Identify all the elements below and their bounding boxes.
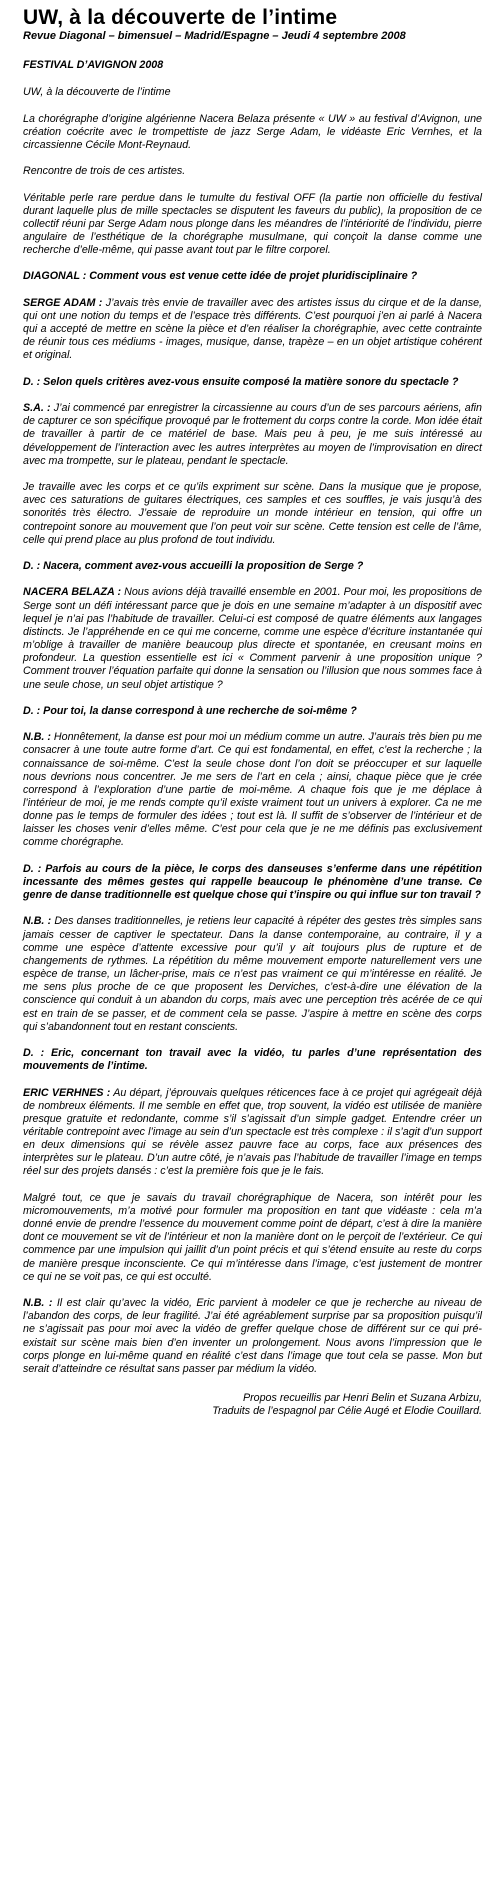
interview-answer <box>23 915 482 1033</box>
credits <box>23 1392 482 1418</box>
speaker-name: N.B. : <box>23 731 51 744</box>
speaker-name: N.B. : <box>23 1297 53 1310</box>
interview-answer <box>23 402 482 468</box>
answer-text: Il est clair qu’avec la vidéo, Eric parvient à modeler ce que je recherche au niveau de l’abandon des corps, de leur fragilité. J’ai été agréablement surprise par sa proposition puisqu’il ne s’agissait pas pour moi avec la vidéo de greffer quelque chose de différent sur ce qui pré-existait sur scène mais bien d’en inventer un prolongement. Nous avons l’impression que le corps plonge en lui-même quand en réalité c’est dans l’image que tout cela se passe. Mon but serait d’atteindre ce résultat sans passer par médium la vidéo. <box>23 1297 482 1375</box>
intro-paragraph: UW, à la découverte de l’intime <box>23 86 171 99</box>
interview-question: D. : Eric, concernant ton travail avec la vidéo, tu parles d’une représentation des mouvements de l’intime. <box>23 1047 482 1073</box>
article-title: UW, à la découverte de l’intime <box>23 6 338 29</box>
interview-answer <box>23 1087 482 1179</box>
interview-answer <box>23 1297 482 1376</box>
interview-question: D. : Parfois au cours de la pièce, le corps des danseuses s’enferme dans une répétition incessante des mêmes gestes qui rappelle beaucoup le phénomène d’une transe. Ce genre de danse traditionnelle est quelque chose qui t’inspire ou qui influe sur ton travail ? <box>23 862 482 902</box>
interview-answer <box>23 297 482 363</box>
interview-question: D. : Pour toi, la danse correspond à une recherche de soi-même ? <box>23 704 357 717</box>
interview-question: DIAGONAL : Comment vous est venue cette idée de projet pluridisciplinaire ? <box>23 270 418 283</box>
answer-text: Honnêtement, la danse est pour moi un médium comme un autre. J’aurais très bien pu me consacrer à une toute autre forme d’art. Ce qui est fondamental, en effet, c’est la recherche ; la connaissance de soi-même. C’est la seule chose dont l’on doit se préoccuper et sur laquelle nous devrions nous concentrer. Je me sers de l’art en cela ; ainsi, chaque pièce que je crée correspond à l’exploration d’une partie de moi-même. A chaque fois que je me déplace à l’intérieur de moi, je me rends compte qu’il existe vraiment tout un univers à explorer. Ca ne me donne pas le temps de formuler des idées ; tout est là. Il suffit de s’observer de l’intérieur et de laisser les choses venir d’elles même. C’est pour cela que je ne me définis pas exclusivement comme chorégraphe. <box>23 731 482 849</box>
answer-text: Au départ, j’éprouvais quelques réticences face à ce projet qui agrégeait déjà de nombreux éléments. Il me semble en effet que, trop souvent, la vidéo est utilisée de manière presque gratuite et redondante, comme s’il s’agissait d’un simple gadget. Entendre créer un véritable contrepoint avec l’image au sein d’un spectacle est très complexe : il s’agit d’un support en deux dimensions qui se révèle assez pauvre face au corps, face aux présences des interprètes sur le plateau. D’un autre côté, je n’avais pas l’habitude de travailler l’image en temps réel sur des projets dansés : c’est la première fois que je le fais. <box>23 1086 482 1178</box>
speaker-name: N.B. : <box>23 915 52 928</box>
intro-paragraph: La chorégraphe d’origine algérienne Nacera Belaza présente « UW » au festival d’Avignon, une création coécrite avec le trompettiste de jazz Serge Adam, le vidéaste Eric Vernhes, et la circassienne Cécile Mont-Reynaud. <box>23 112 482 151</box>
answer-text: Nous avions déjà travaillé ensemble en 2001. Pour moi, les propositions de Serge sont un défi intéressant parce que je dois en une semaine m’adapter à un dispositif avec lequel je n’ai pas l’habitude de travailler. Celui-ci est composé de quatre éléments aux langages distincts. Je l’appréhende en ce qui me concerne, comme une espèce d’écriture instantanée qui m’oblige à travailler de manière beaucoup plus directe et spontanée, en creusant moins en profondeur. La question essentielle est ici « Comment parvenir à une proposition unique ? Comment trouver l’équation parfaite qui donne la sensation ou l’illusion que nous sommes face à une seule chose, un seul objet artistique ? <box>23 586 482 691</box>
intro-paragraph: Rencontre de trois de ces artistes. <box>23 165 186 178</box>
speaker-name: S.A. : <box>23 402 51 415</box>
answer-text: J’avais très envie de travailler avec des artistes issus du cirque et de la danse, qui ont une notion du temps et de l’espace très différents. C’est pourquoi j’en ai parlé à Nacera qui a accepté de mettre en scène la pièce et d’en réaliser la chorégraphie, avec cette contrainte de réunir tous ces médiums - images, musique, danse, trapèze – en un objet artistique cohérent et original. <box>23 296 483 362</box>
intro-paragraph: Véritable perle rare perdue dans le tumulte du festival OFF (la partie non officielle du festival durant laquelle plus de mille spectacles se disputent les faveurs du public), la proposition de ce collectif réuni par Serge Adam nous plonge dans les méandres de l’intériorité de l’individu, pierre angulaire de l’esthétique de la chorégraphe musulmane, qui conçoit la danse comme une recherche d’elle-même, qui passe avant tout par le filtre corporel. <box>23 191 482 257</box>
speaker-name: NACERA BELAZA : <box>23 586 122 599</box>
article-subtitle: Revue Diagonal – bimensuel – Madrid/Espagne – Jeudi 4 septembre 2008 <box>23 30 406 42</box>
festival-heading: FESTIVAL D’AVIGNON 2008 <box>23 59 164 71</box>
credits-translation-line: Traduits de l’espagnol par Célie Augé et Elodie Couillard. <box>212 1405 482 1418</box>
credits-interview-line: Propos recueillis par Henri Belin et Suzana Arbizu, <box>242 1392 482 1405</box>
interview-answer <box>23 586 482 691</box>
interview-answer: Malgré tout, ce que je savais du travail chorégraphique de Nacera, son intérêt pour les micromouvements, m’a motivé pour formuler ma proposition en tant que vidéaste : cela m’a donné envie de prendre l’essence du mouvement comme point de départ, c’est à dire la manière dont ce mouvement se vit de l’intérieur et non la manière dont on le perçoit de l’extérieur. Ce qui commence par une impulsion qui jaillit d’un point précis et qui s’étend ensuite au reste du corps de manière presque inconsciente. Ce qui m’intéresse dans l’image, c’est justement de montrer ce qui ne se voit pas, ce qui est occulté. <box>23 1191 482 1283</box>
speaker-name: SERGE ADAM : <box>23 296 103 309</box>
answer-text: J’ai commencé par enregistrer la circassienne au cours d’un de ses parcours aériens, afin de capturer ce son spécifique provoqué par le frottement du corps contre la corde. Mon idée était de travailler à partir de ce matériel de base. Mais peu à peu, je me suis intéressé au développement de l’interaction avec les autres interprètes au moyen de l’improvisation en direct avec ma trompette, sur le plateau, pendant le spectacle. <box>23 402 482 467</box>
answer-text: Des danses traditionnelles, je retiens leur capacité à répéter des gestes très simples sans jamais cesser de captiver le spectateur. Dans la danse contemporaine, au contraire, il y a comme une espèce d’attente excessive pour qu’il y ait toujours plus de rupture et de changements de rythmes. La répétition du même mouvement emporte naturellement vers une espèce de transe, un lâcher-prise, mais ce n’est pas vraiment ce qui m’intéresse en réalité. Je me sens plus proche de ce que proposent les Derviches, c’est-à-dire une élévation de la conscience qui conduit à un abandon du corps, mais avec une perception très acérée de ce qui est en train de se passer, et de comment cela se passe. J’aspire à mettre en scène des corps qui s’abandonnent tout en restant conscients. <box>23 915 483 1033</box>
speaker-name: ERIC VERHNES : <box>23 1086 111 1099</box>
interview-answer: Je travaille avec les corps et ce qu’ils expriment sur scène. Dans la musique que je propose, avec ces saturations de guitares électriques, ces samples et ces souffles, je vais jusqu’à des sonorités très électro. J’essaie de reproduire un monde intérieur en tension, qui offre un contrepoint sonore au mouvement que l’on peut voir sur scène. Cette tension est celle de l’âme, celle qui prend place au plus profond de tout individu. <box>23 481 482 546</box>
interview-question: D. : Selon quels critères avez-vous ensuite composé la matière sonore du spectacle ? <box>23 375 459 388</box>
interview-question: D. : Nacera, comment avez-vous accueilli la proposition de Serge ? <box>23 560 364 573</box>
interview-answer <box>23 731 482 849</box>
